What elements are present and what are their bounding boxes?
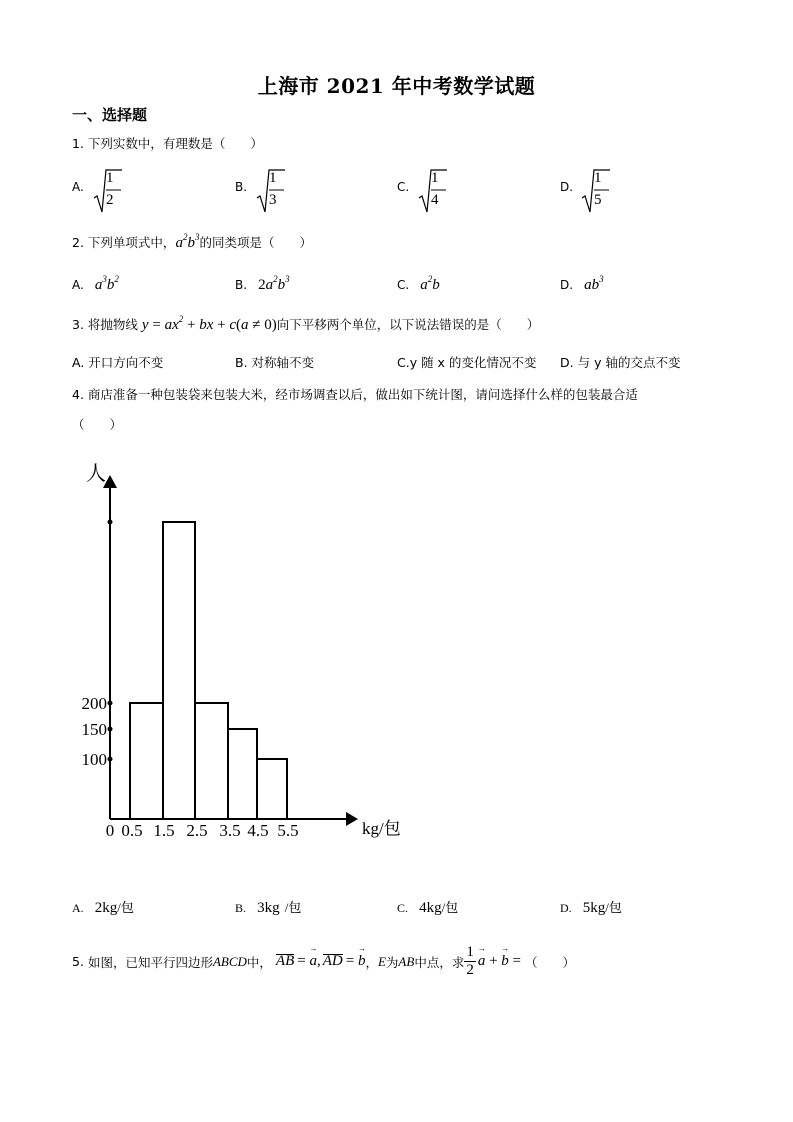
denominator: 3 [269,192,277,208]
numerator: 1 [594,170,602,186]
option-b[interactable] [235,897,301,917]
bar-1.5-2.5 [163,522,195,819]
x-tick-label: 2.5 [186,821,208,840]
bar-0.5-1.5 [130,703,163,819]
option-label: A. [72,901,84,915]
option-label: D. [560,278,574,292]
option-a[interactable] [72,353,163,371]
vector-eq-b: = → b [346,953,366,970]
option-label: B. [235,901,247,915]
y-tick-dot-top [108,520,113,525]
question-text: 为 [385,954,399,970]
question-text: 下列实数中，有理数是（ ） [87,136,263,151]
x-tick-labels [106,821,299,840]
option-label: A. [72,180,84,194]
y-tick-dot-100 [108,757,113,762]
option-label: C. [397,355,410,370]
histogram-bars [130,522,287,819]
math-abcd: ABCD [212,953,247,969]
question-text: 中点，求 [414,954,465,970]
question-text: 的同类项是（ ） [199,235,312,250]
question-text: 商店准备一种包装袋来包装大米，经市场调查以后，做出如下统计图，请问选择什么样的包装最合适 [87,387,638,402]
segment-ab: AB [398,953,415,969]
option-label: C. [397,901,409,915]
question-2-stem [72,233,312,252]
option-unit: /包 [284,900,302,915]
histogram-chart [0,440,460,850]
option-c[interactable] [397,274,440,294]
expression-tail: → a + → b = [478,953,521,970]
y-tick-dot-150 [108,727,113,732]
option-value: 5kg [582,900,606,916]
question-text: 向下平移两个单位，以下说法错误的是（ ） [276,317,540,332]
x-tick-label: 0.5 [121,821,143,840]
bar-4.5-5.5 [257,759,287,819]
option-value: 2kg [94,900,118,916]
option-text: 与 y 轴的交点不变 [577,355,681,370]
numerator: 1 [269,170,277,186]
option-text: 开口方向不变 [88,355,164,370]
option-a[interactable] [72,274,119,294]
point-e: E [377,953,386,969]
question-number: 4. [72,387,84,402]
option-a[interactable] [72,897,134,917]
x-tick-label: 0 [105,821,115,840]
option-math: $a^2b$ [420,274,440,293]
question-math: $y = ax^2$ + bx + c(a ≠ 0) [141,314,277,333]
option-unit: /包 [605,900,622,915]
option-b[interactable] [235,353,314,371]
x-tick-label: 3.5 [219,821,241,840]
question-math: $a^2b^3$ [175,232,200,251]
question-number: 2. [72,235,84,250]
option-b[interactable] [235,274,290,294]
question-text: 将抛物线 [87,317,138,332]
option-label: B. [235,355,248,370]
option-text: y 随 x 的变化情况不变 [409,355,537,370]
numerator: 1 [466,944,474,960]
question-1-stem [72,134,263,152]
y-tick-dot-200 [108,701,113,706]
question-number: 3. [72,317,84,332]
option-label: B. [235,180,248,194]
option-d[interactable] [560,897,622,917]
question-text: 如图，已知平行四边形 [87,954,213,970]
option-d[interactable] [560,274,604,294]
question-4-blank: （ ） [72,417,123,432]
section-heading: 一、选择题 [72,106,148,124]
fraction-half [464,944,476,979]
option-c[interactable] [397,353,536,371]
question-text: 下列单项式中， [87,235,176,250]
question-5-stem [72,944,575,979]
x-tick-label: 4.5 [247,821,269,840]
option-c[interactable] [397,897,458,917]
y-tick-label: 200 [81,694,107,713]
option-label: C. [397,180,410,194]
question-text: 中， [246,954,272,970]
question-3-stem [72,315,539,334]
x-axis-arrow-icon [346,812,358,826]
option-d[interactable] [560,353,680,371]
option-label: B. [235,278,248,292]
option-label: D. [560,180,574,194]
option-label: D. [560,355,574,370]
denominator: 2 [466,962,474,978]
option-value: 4kg [419,900,442,916]
answer-blank: （ ） [525,954,576,970]
vector-ab: AB [275,953,295,969]
option-value: 3kg [257,900,280,916]
page-title: 上海市 2021 年中考数学试题 [257,74,536,98]
option-unit: /包 [441,900,459,915]
bar-2.5-3.5 [195,703,228,819]
x-tick-label: 1.5 [153,821,175,840]
question-4-stem [72,385,638,403]
question-number: 1. [72,136,84,151]
question-number: 5. [72,954,84,969]
x-axis-label: kg/包 [362,819,401,838]
denominator: 4 [431,192,439,208]
bar-3.5-4.5 [228,729,257,819]
numerator: 1 [431,170,439,186]
question-text: ， [365,954,378,970]
vector-eq-a: = → a, [297,953,320,970]
y-tick-label: 150 [81,720,107,739]
option-math: $ab^3$ [584,274,604,293]
option-math: $2a^2b^3$ [258,274,290,293]
option-label: A. [72,278,84,292]
y-axis-label: 人 [86,463,106,485]
option-text: 对称轴不变 [251,355,315,370]
x-tick-label: 5.5 [277,821,299,840]
y-tick-label: 100 [81,750,107,769]
vector-ad: AD [322,953,343,969]
option-label: D. [560,901,572,915]
denominator: 2 [106,192,114,208]
option-label: A. [72,355,85,370]
option-math: $a^3b^2$ [94,274,119,293]
option-label: C. [397,278,410,292]
denominator: 5 [594,192,602,208]
numerator: 1 [106,170,114,186]
option-unit: /包 [117,900,134,915]
